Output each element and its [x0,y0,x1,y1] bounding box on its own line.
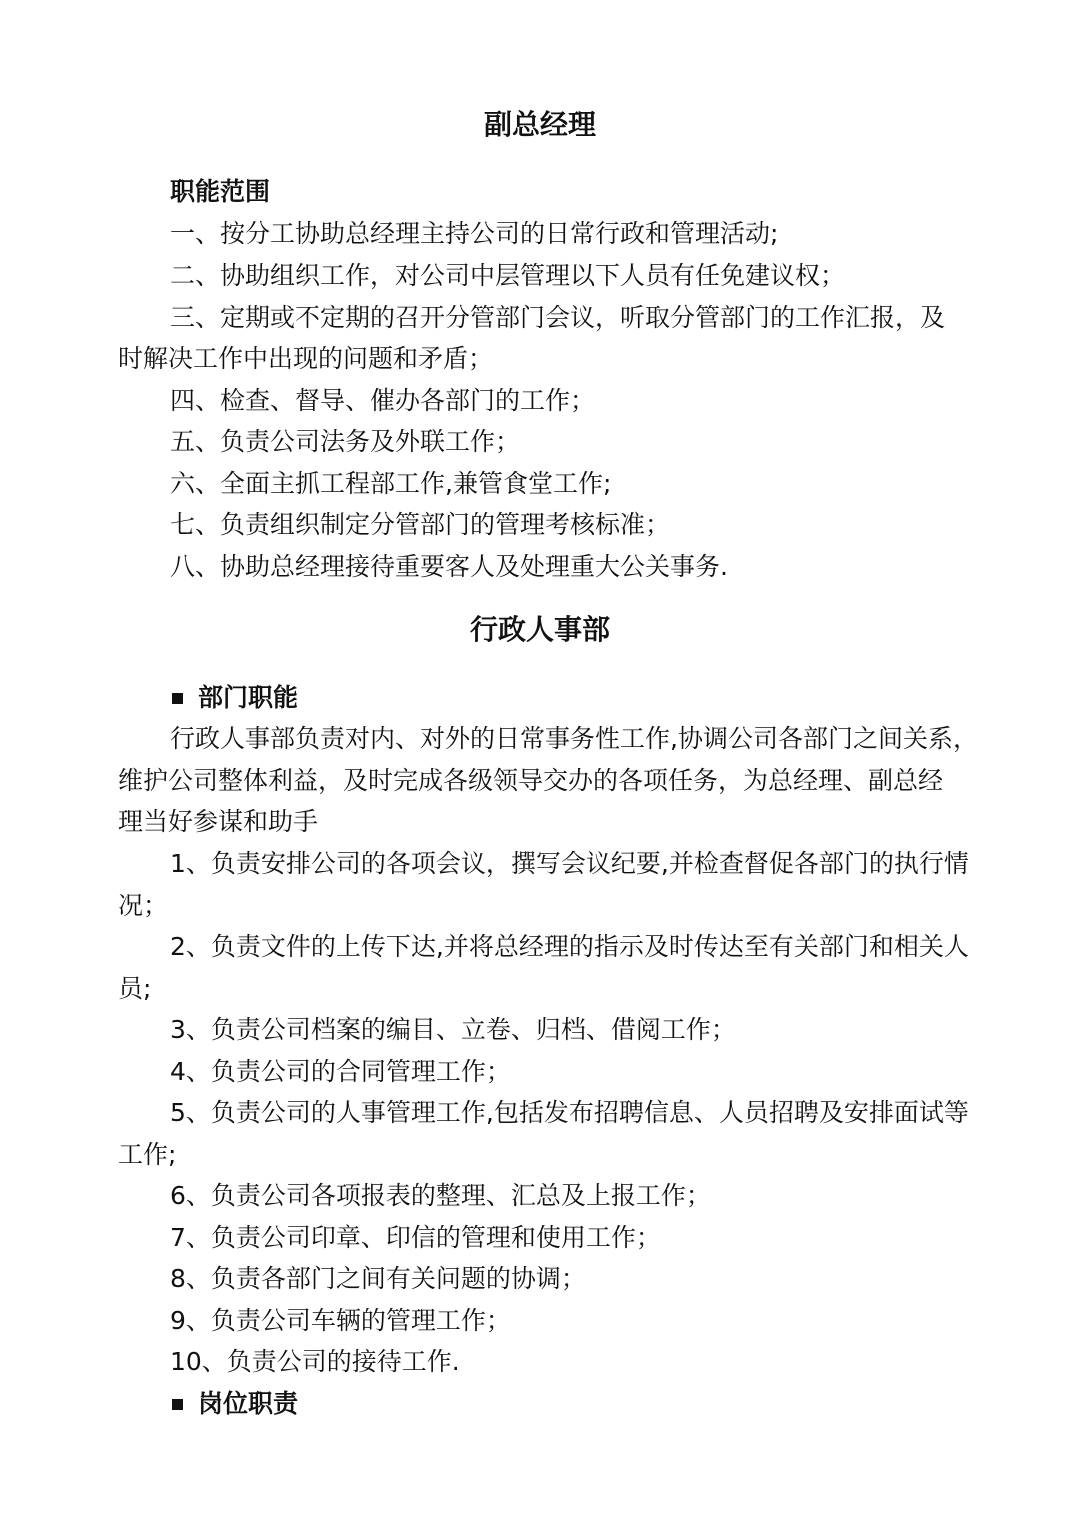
list-item: 10、负责公司的接待工作. [170,1347,460,1376]
list-item-continuation: 时解决工作中出现的问题和矛盾； [118,344,494,373]
section-title-admin-hr: 行政人事部 [469,613,610,646]
list-item: 6、负责公司各项报表的整理、汇总及上报工作； [170,1181,711,1210]
subsection-heading-dept-function: 部门职能 [0,677,1080,719]
list-item: 9、负责公司车辆的管理工作； [170,1306,511,1335]
list-item: 8、负责各部门之间有关问题的协调； [170,1264,586,1293]
list-item: 五、负责公司法务及外联工作； [170,427,521,456]
list-item: 2、负责文件的上传下达,并将总经理的指示及时传达至有关部门和相关人 [170,932,969,961]
paragraph-line: 理当好参谋和助手 [118,807,319,836]
list-item: 四、检查、督导、催办各部门的工作； [170,386,596,415]
list-item-continuation: 工作; [118,1140,177,1169]
list-item: 3、负责公司档案的编目、立卷、归档、借阅工作； [170,1015,736,1044]
list-item: 4、负责公司的合同管理工作； [170,1057,511,1086]
square-bullet-icon [172,1399,183,1410]
list-item: 六、全面主抓工程部工作,兼管食堂工作; [170,469,612,498]
square-bullet-icon [172,693,183,704]
list-item: 7、负责公司印章、印信的管理和使用工作； [170,1223,661,1252]
list-item: 1、负责安排公司的各项会议，撰写会议纪要,并检查督促各部门的执行情 [170,849,969,878]
section-title-deputy-gm: 副总经理 [483,108,596,141]
list-item: 八、协助总经理接待重要客人及处理重大公关事务. [170,552,728,581]
list-item: 一、按分工协助总经理主持公司的日常行政和管理活动; [170,219,779,248]
subsection-heading-job-duties: 岗位职责 [0,1383,1080,1425]
list-item-continuation: 员; [118,974,152,1003]
list-item: 三、定期或不定期的召开分管部门会议，听取分管部门的工作汇报，及 [170,303,946,332]
list-item: 二、协助组织工作，对公司中层管理以下人员有任免建议权； [170,261,846,290]
section-heading: 职能范围 [170,177,271,206]
list-item: 七、负责组织制定分管部门的管理考核标准； [170,510,671,539]
paragraph-line: 维护公司整体利益，及时完成各级领导交办的各项任务，为总经理、副总经 [118,766,944,795]
paragraph-line: 行政人事部负责对内、对外的日常事务性工作,协调公司各部门之间关系， [170,724,978,753]
list-item-continuation: 况； [118,891,169,920]
list-item: 5、负责公司的人事管理工作,包括发布招聘信息、人员招聘及安排面试等 [170,1098,969,1127]
